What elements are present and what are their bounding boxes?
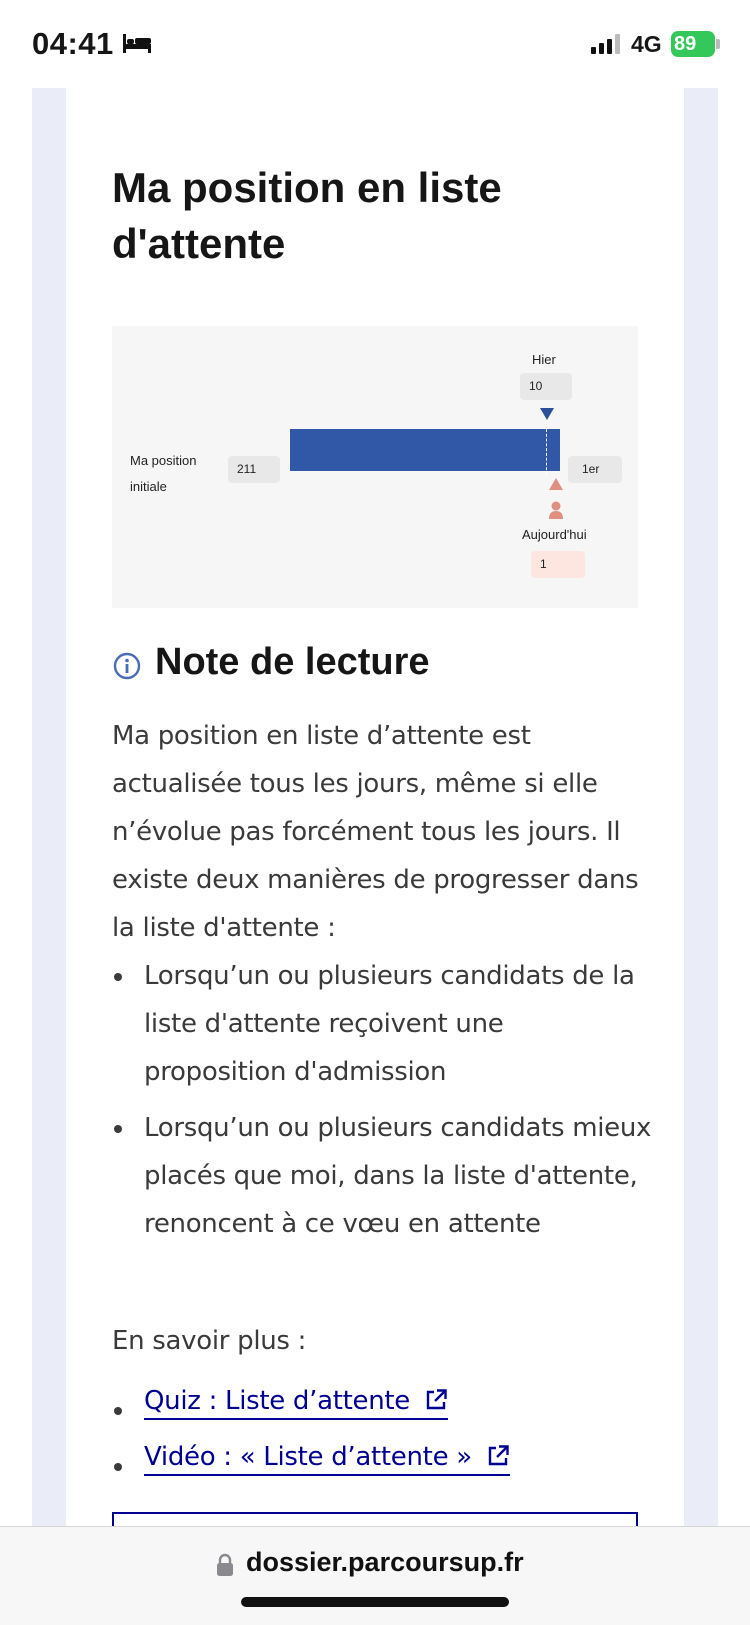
home-indicator[interactable]	[241, 1597, 509, 1607]
status-bar	[0, 0, 750, 88]
lock-icon	[216, 1553, 234, 1577]
video-link[interactable]	[144, 1442, 510, 1476]
waitlist-position-chart	[112, 326, 638, 608]
status-time: 04:41	[32, 26, 114, 61]
list-item: Lorsqu’un ou plusieurs candidats mieux placés que moi, dans la liste d'attente, renoncent à ce vœu en attente	[112, 1104, 652, 1248]
url-text[interactable]: dossier.parcoursup.fr	[246, 1547, 524, 1577]
battery-indicator	[671, 31, 715, 57]
learn-more-links	[112, 1386, 510, 1498]
yesterday-position-badge	[520, 373, 572, 400]
today-position-badge	[531, 551, 585, 578]
yesterday-position: 10	[529, 379, 543, 393]
yesterday-label: Hier	[532, 352, 556, 367]
initial-position-badge	[228, 456, 280, 483]
link-item	[112, 1442, 510, 1498]
person-icon	[548, 501, 564, 519]
learn-more-label: En savoir plus :	[112, 1326, 307, 1356]
external-link-icon	[486, 1444, 510, 1468]
browser-url-bar[interactable]	[0, 1526, 750, 1625]
battery-cap	[716, 39, 720, 49]
yesterday-dashed-line	[546, 429, 547, 475]
quiz-link-label: Quiz : Liste d’attente	[144, 1386, 410, 1416]
signal-icon	[591, 34, 623, 54]
initial-position-label	[130, 448, 210, 500]
today-marker-icon	[549, 478, 563, 490]
info-icon	[113, 652, 141, 680]
external-link-icon	[424, 1388, 448, 1412]
link-item	[112, 1386, 510, 1442]
page-title: Ma position en liste d'attente	[112, 164, 502, 267]
video-link-label: Vidéo : « Liste d’attente »	[144, 1442, 472, 1472]
note-heading: Note de lecture	[155, 641, 430, 683]
battery-level: 89	[674, 33, 697, 55]
bed-icon	[122, 32, 152, 54]
initial-position-value: 211	[237, 462, 257, 476]
first-position-badge	[568, 456, 622, 483]
first-position-label: 1er	[582, 462, 600, 476]
today-label: Aujourd'hui	[522, 527, 587, 542]
list-item: Lorsqu’un ou plusieurs candidats de la liste d'attente reçoivent une proposition d'admission	[112, 952, 652, 1096]
initial-position-label-text: Ma position initiale	[130, 453, 197, 494]
note-paragraph: Ma position en liste d’attente est actualisée tous les jours, même si elle n’évolue pas forcément tous les jours. Il existe deux manières de progresser dans la liste d'attente :	[112, 721, 639, 943]
today-position: 1	[540, 557, 547, 571]
progress-bar	[290, 429, 560, 471]
yesterday-marker-icon	[540, 408, 554, 420]
network-type: 4G	[631, 31, 662, 57]
quiz-link[interactable]	[144, 1386, 448, 1420]
progress-reasons-list	[112, 952, 652, 1256]
